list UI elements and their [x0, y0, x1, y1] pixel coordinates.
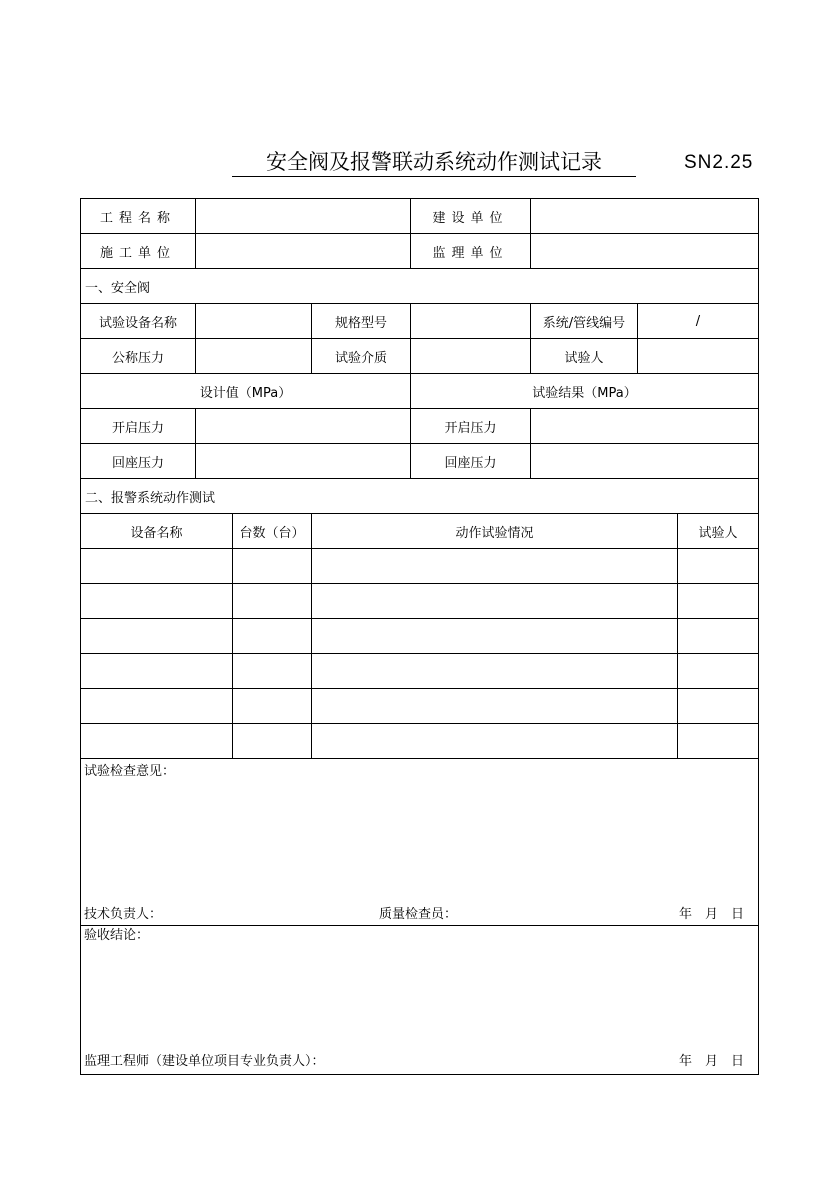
inspection-opinion-box[interactable]: [80, 758, 759, 926]
safety-valve-section-title: 一、安全阀: [80, 268, 759, 304]
table-cell[interactable]: [677, 548, 759, 584]
table-cell[interactable]: [80, 688, 233, 724]
result-open-label: 开启压力: [410, 408, 531, 444]
table-cell[interactable]: [311, 653, 678, 689]
device-name-label: 试验设备名称: [80, 303, 196, 339]
reseat-pressure-label: 回座压力: [80, 443, 196, 479]
tester-label: 试验人: [530, 338, 638, 374]
constructor-label: 施工单位: [80, 233, 196, 269]
result-open-field[interactable]: [530, 408, 759, 444]
result-reseat-label: 回座压力: [410, 443, 531, 479]
project-name-label: 工程名称: [80, 198, 196, 234]
table-cell[interactable]: [311, 723, 678, 759]
system-no-field[interactable]: /: [637, 303, 759, 339]
nominal-pressure-label: 公称压力: [80, 338, 196, 374]
tester-field[interactable]: [637, 338, 759, 374]
alarm-header-device: 设备名称: [80, 513, 233, 549]
table-cell[interactable]: [80, 653, 233, 689]
supervisor-field[interactable]: [530, 233, 759, 269]
medium-field[interactable]: [410, 338, 531, 374]
inspection-opinion-label: 试验检查意见：: [84, 764, 176, 779]
table-cell[interactable]: [677, 618, 759, 654]
device-name-field[interactable]: [195, 303, 312, 339]
table-cell[interactable]: [311, 618, 678, 654]
result-reseat-field[interactable]: [530, 443, 759, 479]
builder-field[interactable]: [530, 198, 759, 234]
project-name-field[interactable]: [195, 198, 411, 234]
design-open-field[interactable]: [195, 408, 411, 444]
supervising-engineer-label: 监理工程师（建设单位项目专业负责人）：: [84, 1054, 325, 1069]
alarm-header-count: 台数（台）: [232, 513, 312, 549]
table-cell[interactable]: [311, 688, 678, 724]
builder-label: 建设单位: [410, 198, 531, 234]
table-cell[interactable]: [80, 723, 233, 759]
tech-lead-label: 技术负责人：: [84, 907, 163, 922]
form-code: SN2.25: [684, 152, 754, 173]
table-cell[interactable]: [311, 583, 678, 619]
spec-label: 规格型号: [311, 303, 411, 339]
alarm-header-tester: 试验人: [677, 513, 759, 549]
quality-inspector-label: 质量检查员：: [379, 907, 458, 922]
system-no-label: 系统/管线编号: [530, 303, 638, 339]
spec-field[interactable]: [410, 303, 531, 339]
table-cell[interactable]: [232, 618, 312, 654]
table-cell[interactable]: [677, 653, 759, 689]
table-cell[interactable]: [232, 653, 312, 689]
table-cell[interactable]: [677, 583, 759, 619]
table-cell[interactable]: [80, 583, 233, 619]
table-cell[interactable]: [80, 618, 233, 654]
constructor-field[interactable]: [195, 233, 411, 269]
open-pressure-label: 开启压力: [80, 408, 196, 444]
acceptance-conclusion-label: 验收结论：: [84, 928, 150, 943]
nominal-pressure-field[interactable]: [195, 338, 312, 374]
table-cell[interactable]: [311, 548, 678, 584]
test-result-header: 试验结果（MPa）: [410, 373, 759, 409]
table-cell[interactable]: [232, 723, 312, 759]
table-cell[interactable]: [232, 583, 312, 619]
design-reseat-field[interactable]: [195, 443, 411, 479]
acceptance-conclusion-box[interactable]: [80, 925, 759, 1075]
supervisor-label: 监理单位: [410, 233, 531, 269]
table-cell[interactable]: [677, 723, 759, 759]
table-cell[interactable]: [677, 688, 759, 724]
inspection-date-label: 年 月 日: [679, 907, 745, 922]
alarm-section-title: 二、报警系统动作测试: [80, 478, 759, 514]
design-value-header: 设计值（MPa）: [80, 373, 411, 409]
page-title: 安全阀及报警联动系统动作测试记录: [232, 148, 636, 177]
medium-label: 试验介质: [311, 338, 411, 374]
table-cell[interactable]: [232, 548, 312, 584]
alarm-header-action: 动作试验情况: [311, 513, 678, 549]
acceptance-date-label: 年 月 日: [679, 1054, 745, 1069]
table-cell[interactable]: [80, 548, 233, 584]
table-cell[interactable]: [232, 688, 312, 724]
